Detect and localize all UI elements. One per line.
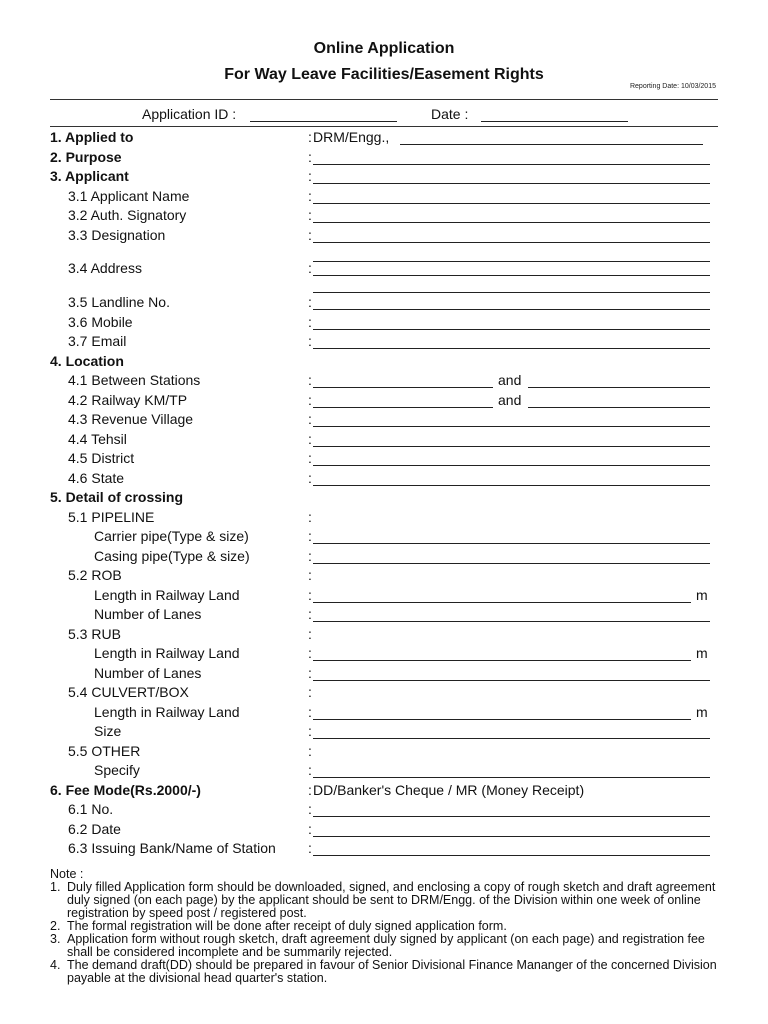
district-row xyxy=(0,449,768,468)
rub-row xyxy=(0,625,768,644)
district-colon: : xyxy=(308,450,312,466)
rob-length-row xyxy=(0,586,768,605)
tehsil-field[interactable] xyxy=(313,446,710,447)
carrier-pipe-field[interactable] xyxy=(313,543,710,544)
issuing-bank-row xyxy=(0,839,768,858)
note-item xyxy=(50,881,730,920)
fee-date-colon: : xyxy=(308,821,312,837)
casing-pipe-row xyxy=(0,547,768,566)
revenue-village-field[interactable] xyxy=(313,426,710,427)
state-row xyxy=(0,469,768,488)
fee-mode-label: 6. Fee Mode(Rs.2000/-) xyxy=(50,782,201,798)
applied-to-row xyxy=(0,128,768,147)
rub-length-label: Length in Railway Land xyxy=(94,645,240,661)
carrier-pipe-row xyxy=(0,527,768,546)
reporting-date: Reporting Date: 10/03/2015 xyxy=(629,83,716,90)
rub-lanes-colon: : xyxy=(308,665,312,681)
applicant-colon: : xyxy=(308,168,312,184)
carrier-pipe-colon: : xyxy=(308,528,312,544)
applicant-label: 3. Applicant xyxy=(50,168,129,184)
rob-row xyxy=(0,566,768,585)
applied-to-label: 1. Applied to xyxy=(50,129,134,145)
date-field[interactable] xyxy=(481,121,628,122)
revenue-village-row xyxy=(0,410,768,429)
issuing-bank-field[interactable] xyxy=(313,855,710,856)
address-colon: : xyxy=(308,260,312,276)
mobile-label: 3.6 Mobile xyxy=(68,314,133,330)
designation-row xyxy=(0,226,768,245)
pipeline-label: 5.1 PIPELINE xyxy=(68,509,155,525)
auth-signatory-label: 3.2 Auth. Signatory xyxy=(68,207,187,223)
note-item xyxy=(50,959,730,985)
rub-length-colon: : xyxy=(308,645,312,661)
rub-lanes-row xyxy=(0,664,768,683)
carrier-pipe-label: Carrier pipe(Type & size) xyxy=(94,528,249,544)
casing-pipe-label: Casing pipe(Type & size) xyxy=(94,548,250,564)
between-stations-colon: : xyxy=(308,372,312,388)
railway-km-to-field[interactable] xyxy=(528,407,710,408)
culvert-length-label: Length in Railway Land xyxy=(94,704,240,720)
landline-row xyxy=(0,293,768,312)
culvert-size-row xyxy=(0,722,768,741)
applicant-name-colon: : xyxy=(308,188,312,204)
note-number: 2. xyxy=(50,919,61,933)
rob-length-unit: m xyxy=(696,587,708,603)
rob-lanes-row xyxy=(0,605,768,624)
railway-km-row xyxy=(0,391,768,410)
state-label: 4.6 State xyxy=(68,470,125,486)
location-row xyxy=(0,352,768,371)
rob-lanes-label: Number of Lanes xyxy=(94,606,202,622)
between-stations-to-field[interactable] xyxy=(528,387,710,388)
state-colon: : xyxy=(308,470,312,486)
fee-no-field[interactable] xyxy=(313,816,710,817)
between-stations-and: and xyxy=(498,372,522,388)
purpose-label: 2. Purpose xyxy=(50,149,122,165)
rob-length-label: Length in Railway Land xyxy=(94,587,240,603)
rob-length-colon: : xyxy=(308,587,312,603)
rub-length-row xyxy=(0,644,768,663)
fee-date-field[interactable] xyxy=(313,836,710,837)
applicant-row xyxy=(0,167,768,186)
rub-length-field[interactable] xyxy=(313,660,691,661)
fee-date-row xyxy=(0,820,768,839)
issuing-bank-label: 6.3 Issuing Bank/Name of Station xyxy=(68,840,276,856)
designation-label: 3.3 Designation xyxy=(68,227,166,243)
application-id-field[interactable] xyxy=(250,121,397,122)
culvert-row xyxy=(0,683,768,702)
mobile-row xyxy=(0,313,768,332)
auth-signatory-field[interactable] xyxy=(313,222,710,223)
notes-section xyxy=(50,868,730,985)
designation-field[interactable] xyxy=(313,242,710,243)
rub-length-unit: m xyxy=(696,645,708,661)
railway-km-label: 4.2 Railway KM/TP xyxy=(68,392,188,408)
culvert-size-field[interactable] xyxy=(313,738,710,739)
culvert-label: 5.4 CULVERT/BOX xyxy=(68,684,189,700)
landline-label: 3.5 Landline No. xyxy=(68,294,170,310)
applicant-name-field[interactable] xyxy=(313,203,710,204)
other-colon: : xyxy=(308,743,312,759)
between-stations-from-field[interactable] xyxy=(313,387,493,388)
fee-no-label: 6.1 No. xyxy=(68,801,114,817)
fee-mode-row xyxy=(0,781,768,800)
date-label: Date : xyxy=(431,106,469,122)
tehsil-label: 4.4 Tehsil xyxy=(68,431,127,447)
applicant-name-row xyxy=(0,187,768,206)
revenue-village-colon: : xyxy=(308,411,312,427)
railway-km-and: and xyxy=(498,392,522,408)
application-id-label: Application ID : xyxy=(142,106,237,122)
applied-to-value: DRM/Engg., xyxy=(313,129,390,145)
casing-pipe-field[interactable] xyxy=(313,563,710,564)
form-title: Online Application xyxy=(313,40,455,57)
other-row xyxy=(0,742,768,761)
specify-colon: : xyxy=(308,762,312,778)
note-text: Duly filled Application form should be downloaded, signed, and enclosing a copy of rough sketch and draft agreement duly signed (on each page) by the applicant should be sent to DRM/Engg. of the Division within one week of online registration by speed post / registered post. xyxy=(67,880,716,920)
purpose-colon: : xyxy=(308,149,312,165)
specify-field[interactable] xyxy=(313,777,710,778)
address-label: 3.4 Address xyxy=(68,260,142,276)
form-subtitle: For Way Leave Facilities/Easement Rights xyxy=(224,66,544,83)
rub-lanes-field[interactable] xyxy=(313,680,710,681)
railway-km-from-field[interactable] xyxy=(313,407,493,408)
tehsil-row xyxy=(0,430,768,449)
rob-lanes-colon: : xyxy=(308,606,312,622)
purpose-row xyxy=(0,148,768,167)
email-row xyxy=(0,332,768,351)
location-label: 4. Location xyxy=(50,353,124,369)
note-text: Application form without rough sketch, draft agreement duly signed by applicant (on each page) and registration fee shall be considered incomplete and be summarily rejected. xyxy=(67,932,705,959)
note-number: 1. xyxy=(50,880,61,894)
fee-mode-colon: : xyxy=(308,782,312,798)
applied-to-colon: : xyxy=(308,129,312,145)
purpose-field[interactable] xyxy=(313,164,710,165)
culvert-length-unit: m xyxy=(696,704,708,720)
casing-pipe-colon: : xyxy=(308,548,312,564)
district-field[interactable] xyxy=(313,465,710,466)
landline-field[interactable] xyxy=(313,309,710,310)
rob-lanes-field[interactable] xyxy=(313,621,710,622)
crossing-row xyxy=(0,488,768,507)
rob-colon: : xyxy=(308,567,312,583)
application-id-row xyxy=(0,106,768,126)
note-number: 4. xyxy=(50,958,61,972)
culvert-size-colon: : xyxy=(308,723,312,739)
designation-colon: : xyxy=(308,227,312,243)
state-field[interactable] xyxy=(313,485,710,486)
culvert-length-colon: : xyxy=(308,704,312,720)
notes-title: Note : xyxy=(50,867,84,881)
landline-colon: : xyxy=(308,294,312,310)
specify-row xyxy=(0,761,768,780)
tehsil-colon: : xyxy=(308,431,312,447)
specify-label: Specify xyxy=(94,762,140,778)
rub-colon: : xyxy=(308,626,312,642)
culvert-length-row xyxy=(0,703,768,722)
note-text: The demand draft(DD) should be prepared in favour of Senior Divisional Finance Mananger of the concerned Division payable at the divisional head quarter's station. xyxy=(67,958,717,985)
between-stations-row xyxy=(0,371,768,390)
email-colon: : xyxy=(308,333,312,349)
crossing-label: 5. Detail of crossing xyxy=(50,489,184,505)
applicant-name-label: 3.1 Applicant Name xyxy=(68,188,190,204)
note-item xyxy=(50,933,730,959)
culvert-colon: : xyxy=(308,684,312,700)
auth-signatory-row xyxy=(0,206,768,225)
district-label: 4.5 District xyxy=(68,450,135,466)
rub-lanes-label: Number of Lanes xyxy=(94,665,202,681)
note-text: The formal registration will be done after receipt of duly signed application form. xyxy=(67,919,507,933)
rob-label: 5.2 ROB xyxy=(68,567,122,583)
issuing-bank-colon: : xyxy=(308,840,312,856)
email-label: 3.7 Email xyxy=(68,333,127,349)
revenue-village-label: 4.3 Revenue Village xyxy=(68,411,194,427)
rob-length-field[interactable] xyxy=(313,602,691,603)
header-divider xyxy=(50,126,718,127)
email-field[interactable] xyxy=(313,348,710,349)
other-label: 5.5 OTHER xyxy=(68,743,141,759)
applied-to-field[interactable] xyxy=(400,144,703,145)
rub-label: 5.3 RUB xyxy=(68,626,121,642)
railway-km-colon: : xyxy=(308,392,312,408)
mobile-field[interactable] xyxy=(313,329,710,330)
fee-mode-value: DD/Banker's Cheque / MR (Money Receipt) xyxy=(313,782,585,798)
fee-no-colon: : xyxy=(308,801,312,817)
fee-no-row xyxy=(0,800,768,819)
auth-signatory-colon: : xyxy=(308,207,312,223)
culvert-length-field[interactable] xyxy=(313,719,691,720)
pipeline-row xyxy=(0,508,768,527)
between-stations-label: 4.1 Between Stations xyxy=(68,372,201,388)
applicant-field[interactable] xyxy=(313,183,710,184)
note-number: 3. xyxy=(50,932,61,946)
top-divider xyxy=(50,99,718,100)
culvert-size-label: Size xyxy=(94,723,122,739)
fee-date-label: 6.2 Date xyxy=(68,821,121,837)
pipeline-colon: : xyxy=(308,509,312,525)
mobile-colon: : xyxy=(308,314,312,330)
